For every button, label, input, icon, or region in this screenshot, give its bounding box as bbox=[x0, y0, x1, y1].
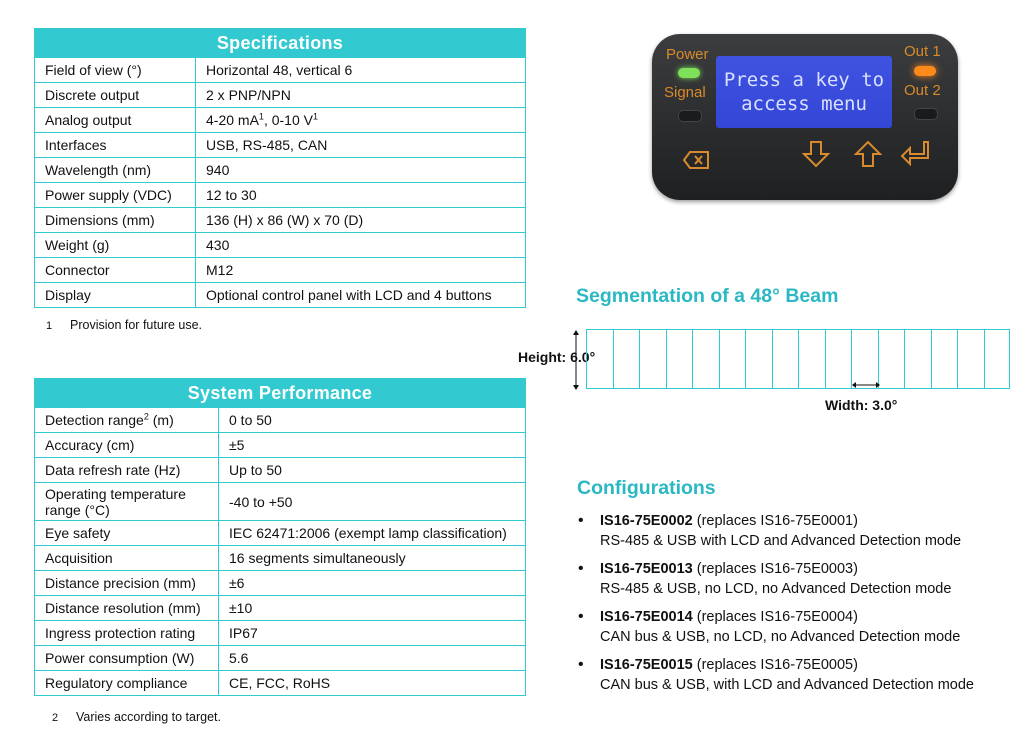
footnote-ref: 2 bbox=[143, 411, 149, 422]
label-text: Detection range bbox=[45, 412, 144, 428]
performance-title: System Performance bbox=[35, 379, 526, 408]
table-row bbox=[35, 646, 526, 671]
spec-value: 5.6 bbox=[219, 646, 526, 671]
spec-label: Regulatory compliance bbox=[35, 671, 219, 696]
signal-label: Signal bbox=[664, 84, 706, 101]
config-replaces: (replaces IS16-75E0005) bbox=[692, 657, 858, 673]
lcd-display bbox=[716, 56, 892, 128]
beam-segment-grid bbox=[586, 329, 1010, 391]
table-row bbox=[35, 546, 526, 571]
out1-led bbox=[914, 66, 936, 76]
list-item bbox=[576, 607, 1016, 647]
footnote-text: Provision for future use. bbox=[70, 318, 203, 332]
beam-segment bbox=[692, 329, 720, 389]
spec-value: 16 segments simultaneously bbox=[219, 546, 526, 571]
list-item bbox=[576, 655, 1016, 695]
configurations-list bbox=[576, 511, 1016, 703]
footnote-ref: 1 bbox=[258, 111, 264, 122]
spec-value: 940 bbox=[196, 158, 526, 183]
width-arrow-icon bbox=[851, 380, 881, 390]
table-row bbox=[35, 83, 526, 108]
footnote-ref: 1 bbox=[312, 111, 318, 122]
arrow-up-icon bbox=[854, 140, 882, 175]
list-item bbox=[576, 511, 1016, 551]
spec-label: Operating temperature range (°C) bbox=[35, 483, 219, 521]
spec-label: Weight (g) bbox=[35, 233, 196, 258]
beam-segment bbox=[666, 329, 694, 389]
beam-segment bbox=[931, 329, 959, 389]
spec-label: Distance resolution (mm) bbox=[35, 596, 219, 621]
performance-footnote bbox=[52, 710, 221, 724]
spec-label: Discrete output bbox=[35, 83, 196, 108]
label-unit: (m) bbox=[148, 412, 174, 428]
spec-value: ±6 bbox=[219, 571, 526, 596]
spec-value: IP67 bbox=[219, 621, 526, 646]
spec-label: Dimensions (mm) bbox=[35, 208, 196, 233]
beam-segment bbox=[798, 329, 826, 389]
config-description: RS-485 & USB with LCD and Advanced Detection mode bbox=[600, 533, 962, 549]
table-row bbox=[35, 483, 526, 521]
spec-value: 0 to 50 bbox=[219, 408, 526, 433]
power-led bbox=[678, 68, 700, 78]
spec-value: 2 x PNP/NPN bbox=[196, 83, 526, 108]
table-row bbox=[35, 258, 526, 283]
config-code: IS16-75E0013 bbox=[600, 561, 693, 577]
spec-label: Field of view (°) bbox=[35, 58, 196, 83]
spec-label: Ingress protection rating bbox=[35, 621, 219, 646]
table-row bbox=[35, 283, 526, 308]
config-code: IS16-75E0015 bbox=[600, 657, 693, 673]
performance-table bbox=[34, 378, 526, 696]
control-panel-photo bbox=[652, 34, 958, 200]
table-row bbox=[35, 408, 526, 433]
spec-value: USB, RS-485, CAN bbox=[196, 133, 526, 158]
beam-title: Segmentation of a 48° Beam bbox=[576, 285, 839, 307]
config-code: IS16-75E0002 bbox=[600, 513, 693, 529]
spec-label: Acquisition bbox=[35, 546, 219, 571]
footnote-text: Varies according to target. bbox=[76, 710, 221, 724]
table-row bbox=[35, 233, 526, 258]
beam-segment bbox=[772, 329, 800, 389]
beam-segment bbox=[825, 329, 853, 389]
table-row bbox=[35, 458, 526, 483]
spec-value: CE, FCC, RoHS bbox=[219, 671, 526, 696]
spec-label: Eye safety bbox=[35, 521, 219, 546]
table-row bbox=[35, 133, 526, 158]
beam-height-label: Height: 6.0° bbox=[518, 349, 596, 365]
specifications-footnote bbox=[46, 318, 202, 332]
config-replaces: (replaces IS16-75E0004) bbox=[692, 609, 858, 625]
spec-label: Interfaces bbox=[35, 133, 196, 158]
spec-label: Power consumption (W) bbox=[35, 646, 219, 671]
spec-value: 430 bbox=[196, 233, 526, 258]
config-description: RS-485 & USB, no LCD, no Advanced Detection mode bbox=[600, 581, 952, 597]
spec-value: ±5 bbox=[219, 433, 526, 458]
config-replaces: (replaces IS16-75E0003) bbox=[692, 561, 858, 577]
beam-segment bbox=[904, 329, 932, 389]
table-row bbox=[35, 183, 526, 208]
analog-value-a: 4-20 mA bbox=[206, 112, 259, 128]
list-item bbox=[576, 559, 1016, 599]
table-row bbox=[35, 433, 526, 458]
beam-segment bbox=[745, 329, 773, 389]
table-row bbox=[35, 671, 526, 696]
config-replaces: (replaces IS16-75E0001) bbox=[692, 513, 858, 529]
spec-value: -40 to +50 bbox=[219, 483, 526, 521]
config-description: CAN bus & USB, with LCD and Advanced Detection mode bbox=[600, 677, 974, 693]
specifications-title: Specifications bbox=[35, 29, 526, 58]
spec-label: Power supply (VDC) bbox=[35, 183, 196, 208]
spec-label: Connector bbox=[35, 258, 196, 283]
spec-label: Analog output bbox=[35, 108, 196, 133]
analog-value-b: , 0-10 V bbox=[263, 112, 313, 128]
beam-segment bbox=[613, 329, 641, 389]
out1-label: Out 1 bbox=[904, 43, 941, 60]
footnote-number: 1 bbox=[46, 320, 53, 332]
power-label: Power bbox=[666, 46, 709, 63]
spec-label: Distance precision (mm) bbox=[35, 571, 219, 596]
config-description: CAN bus & USB, no LCD, no Advanced Detection mode bbox=[600, 629, 961, 645]
spec-value: ±10 bbox=[219, 596, 526, 621]
spec-label: Display bbox=[35, 283, 196, 308]
spec-label: Accuracy (cm) bbox=[35, 433, 219, 458]
table-row bbox=[35, 571, 526, 596]
spec-value: 12 to 30 bbox=[196, 183, 526, 208]
spec-value: IEC 62471:2006 (exempt lamp classification) bbox=[219, 521, 526, 546]
arrow-down-icon bbox=[802, 140, 830, 175]
specifications-table bbox=[34, 28, 526, 308]
beam-segment bbox=[957, 329, 985, 389]
beam-segment bbox=[719, 329, 747, 389]
spec-value: 136 (H) x 86 (W) x 70 (D) bbox=[196, 208, 526, 233]
out2-label: Out 2 bbox=[904, 82, 941, 99]
beam-segment bbox=[586, 329, 614, 389]
configurations-title: Configurations bbox=[577, 477, 716, 499]
backspace-icon bbox=[682, 146, 710, 177]
table-row bbox=[35, 58, 526, 83]
table-row bbox=[35, 158, 526, 183]
beam-width-label: Width: 3.0° bbox=[825, 397, 898, 413]
spec-label: Wavelength (nm) bbox=[35, 158, 196, 183]
config-code: IS16-75E0014 bbox=[600, 609, 693, 625]
height-arrow-icon bbox=[570, 329, 582, 393]
lcd-line-2: access menu bbox=[741, 93, 867, 115]
spec-value: Up to 50 bbox=[219, 458, 526, 483]
spec-value bbox=[196, 108, 526, 133]
table-row bbox=[35, 521, 526, 546]
table-row bbox=[35, 208, 526, 233]
lcd-line-1: Press a key to bbox=[723, 69, 885, 91]
table-row bbox=[35, 596, 526, 621]
spec-label bbox=[35, 408, 219, 433]
enter-icon bbox=[900, 140, 932, 175]
out2-led bbox=[914, 108, 938, 120]
beam-segment bbox=[878, 329, 906, 389]
spec-value: M12 bbox=[196, 258, 526, 283]
footnote-number: 2 bbox=[52, 712, 59, 724]
spec-label: Data refresh rate (Hz) bbox=[35, 458, 219, 483]
spec-value: Optional control panel with LCD and 4 buttons bbox=[196, 283, 526, 308]
beam-segment bbox=[984, 329, 1011, 389]
signal-led bbox=[678, 110, 702, 122]
table-row bbox=[35, 108, 526, 133]
table-row bbox=[35, 621, 526, 646]
spec-value: Horizontal 48, vertical 6 bbox=[196, 58, 526, 83]
beam-segment bbox=[639, 329, 667, 389]
